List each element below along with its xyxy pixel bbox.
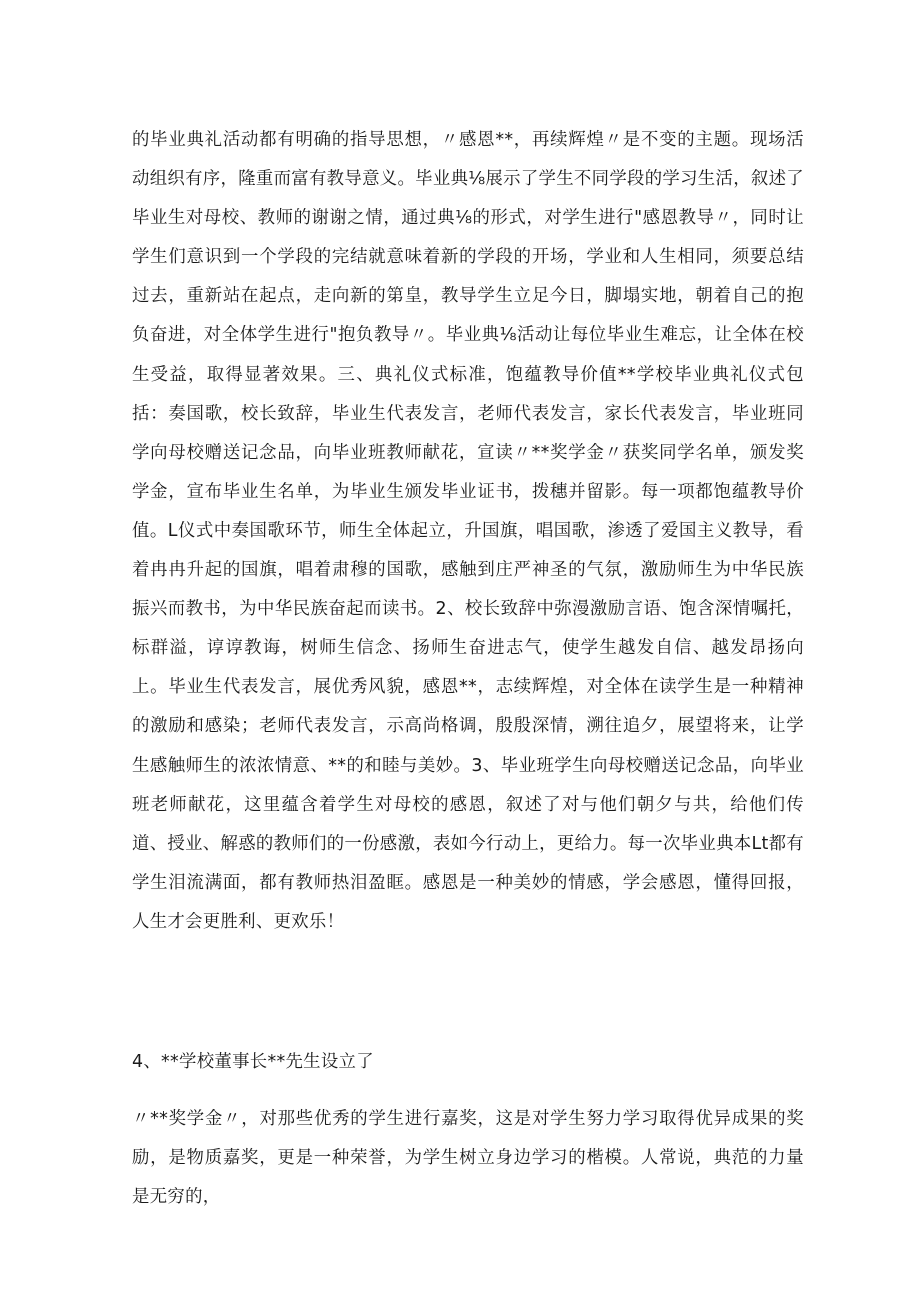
body-paragraph-ceremony: 的毕业典礼活动都有明确的指导思想，〃感恩**，再续辉煌〃是不变的主题。现场活动组织有序，隆重而富有教导意义。毕业典⅛展示了学生不同学段的学习生活，叙述了毕业生对母校、教师的谢谢之情，通过典⅛的形式，对学生进行"感恩教导〃，同时让学生们意识到一个学段的完结就意味着新的学段的开场，学业和人生相同，须要总结过去，重新站在起点，走向新的第皇，教导学生立足今日，脚塌实地，朝着自己的抱负奋进，对全体学生进行"抱负教导〃。毕业典⅛活动让每位毕业生难忘，让全体在校生受益，取得显著效果。三、典礼仪式标准，饱蕴教导价值**学校毕业典礼仪式包括：奏国歌，校长致辞，毕业生代表发言，老师代表发言，家长代表发言，毕业班同学向母校赠送记念品，向毕业班教师献花，宣读〃**奖学金〃获奖同学名单，颁发奖学金，宣布毕业生名单，为毕业生颁发毕业证书，拨穗并留影。每一项都饱蕴教导价值。L仪式中奏国歌环节，师生全体起立，升国旗，唱国歌，渗透了爱国主义教导，看着冉冉升起的国旗，唱着肃穆的国歌，感触到庄严神圣的气氛，激励师生为中华民族振兴而教书，为中华民族奋起而读书。2、校长致辞中弥漫激励言语、饱含深情嘱托，标群溢，谆谆教诲，树师生信念、扬师生奋进志气，使学生越发自信、越发昂扬向上。毕业生代表发言，展优秀风貌，感恩**，志续辉煌，对全体在读学生是一种精神的激励和感染；老师代表发言，示高尚格调，殷殷深情，溯往追夕，展望将来，让学生感触师生的浓浓情意、**的和睦与美妙。3、毕业班学生向母校赠送记念品，向毕业班老师献花，这里蕴含着学生对母校的感恩，叙述了对与他们朝夕与共，给他们传道、授业、解惑的教师们的一份感激，表如今行动上，更给力。每一次毕业典本Lt都有学生泪流满面，都有教师热泪盈眶。感恩是一种美妙的情感，学会感恩，懂得回报，人生才会更胜利、更欢乐！: [132, 130, 804, 932]
body-paragraph-scholarship: 〃**奖学金〃，对那些优秀的学生进行嘉奖，这是对学生努力学习取得优异成果的奖励，是物质嘉奖，更是一种荣誉，为学生树立身边学习的楷模。人常说，典范的力量是无穷的，: [132, 1109, 804, 1208]
section-heading-scholarship: 4、**学校董事长**先生设立了: [132, 1052, 374, 1072]
